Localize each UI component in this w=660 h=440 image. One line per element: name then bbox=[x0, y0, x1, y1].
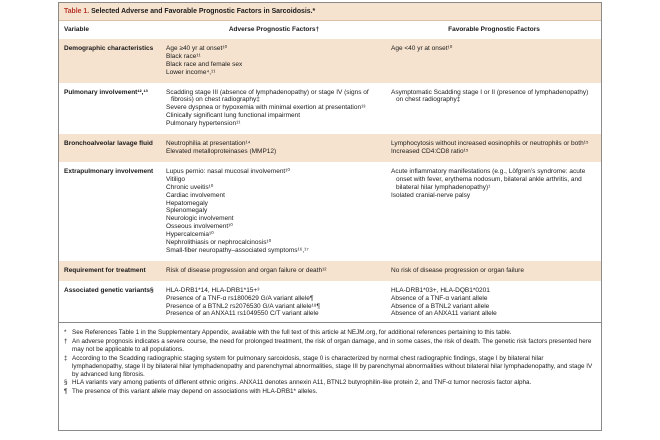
adverse-cell bbox=[161, 83, 386, 135]
adverse-factor: Osseous involvement¹⁰ bbox=[166, 223, 233, 231]
row-label: Bronchoalveolar lavage fluid bbox=[59, 134, 161, 162]
adverse-cell bbox=[161, 162, 386, 261]
prognostic-factors-table bbox=[59, 21, 601, 324]
adverse-factor: Risk of disease progression and organ failure or death¹² bbox=[166, 266, 327, 274]
footnote-symbol: ‡ bbox=[64, 354, 68, 362]
adverse-factor: Black race¹¹ bbox=[166, 52, 201, 60]
adverse-factor: Severe dyspnea or hypoxemia with minimal exertion at presentation¹³ bbox=[166, 104, 366, 112]
adverse-factor: Presence of a TNF-α rs1800629 G/A variant allele¶ bbox=[166, 294, 314, 302]
favorable-factor: Increased CD4:CD8 ratio¹⁵ bbox=[391, 147, 469, 155]
adverse-factor: Neutrophilia at presentation¹⁴ bbox=[166, 140, 251, 148]
adverse-factor: Age ≥40 yr at onset¹⁰ bbox=[166, 44, 228, 52]
footnote bbox=[64, 388, 596, 396]
adverse-factor: Presence of an ANXA11 rs1049550 C/T variant allele bbox=[166, 310, 319, 318]
favorable-factor: No risk of disease progression or organ failure bbox=[391, 266, 524, 274]
table-row bbox=[59, 162, 601, 261]
table-row bbox=[59, 83, 601, 135]
favorable-cell bbox=[386, 134, 601, 162]
header-adverse: Adverse Prognostic Factors† bbox=[228, 26, 320, 33]
row-label: Associated genetic variants§ bbox=[59, 281, 161, 325]
adverse-factor: Hypercalcemia¹⁰ bbox=[166, 231, 214, 239]
adverse-factor: Elevated metalloproteinases (MMP12) bbox=[166, 147, 277, 155]
favorable-factor: Lymphocytosis without increased eosinophils or neutrophils or both¹⁵ bbox=[391, 140, 589, 148]
header-row bbox=[59, 21, 601, 39]
footnote-symbol: § bbox=[64, 379, 68, 387]
footnote-symbol: * bbox=[64, 329, 67, 336]
adverse-factor: Presence of a BTNL2 rs2076530 G/A variant allele¹⁸¶ bbox=[166, 302, 321, 310]
row-label: Demographic characteristics bbox=[59, 39, 161, 83]
adverse-factor: Black race and female sex bbox=[166, 60, 243, 68]
footnote-text: See References Table 1 in the Supplementary Appendix, available with the full text of this article at NEJM.org, for additional references pertaining to this table. bbox=[72, 329, 512, 336]
table-frame bbox=[58, 2, 602, 431]
favorable-cell bbox=[386, 39, 601, 83]
adverse-factor: Pulmonary hypertension¹¹ bbox=[166, 120, 241, 128]
footnote bbox=[64, 355, 596, 379]
footnote bbox=[64, 329, 596, 337]
favorable-factor: Acute inflammatory manifestations (e.g., Löfgren’s syndrome: acute onset with fever, erythema nodosum, bilateral ankle arthritis, and bilateral hilar lymphadenopathy)¹ bbox=[391, 167, 586, 191]
adverse-cell bbox=[161, 281, 386, 325]
adverse-factor: Cardiac involvement bbox=[166, 191, 225, 199]
favorable-cell bbox=[386, 83, 601, 135]
adverse-factor: Scadding stage III (absence of lymphadenopathy) or stage IV (signs of fibrosis) on chest radiography‡ bbox=[166, 88, 369, 104]
adverse-factor: Chronic uveitis¹⁰ bbox=[166, 183, 214, 191]
adverse-factor: Clinically significant lung functional impairment bbox=[166, 112, 301, 120]
favorable-factor: HLA-DRB1*03+, HLA-DQB1*0201 bbox=[391, 286, 490, 294]
row-label: Extrapulmonary involvement bbox=[59, 162, 161, 261]
favorable-factor: Age <40 yr at onset¹⁰ bbox=[391, 44, 453, 52]
table-title bbox=[59, 3, 601, 21]
favorable-cell bbox=[386, 281, 601, 325]
adverse-factor: Neurologic involvement bbox=[166, 215, 234, 223]
table-row bbox=[59, 134, 601, 162]
footnote-text: According to the Scadding radiographic staging system for pulmonary sarcoidosis, stage 0 is characterized by normal chest radiographic findings, stage I by bilateral hilar lymphadenopathy, stage II by bilateral hilar lymphadenopathy and parenchymal abnormalities, stage III by parenchymal abnormalities without bilateral hilar lymphadenopathy, and stage IV by advanced lung fibrosis. bbox=[72, 354, 593, 378]
footnote-symbol: † bbox=[64, 337, 68, 345]
adverse-factor: Vitiligo bbox=[166, 175, 186, 183]
adverse-cell bbox=[161, 261, 386, 281]
footnote bbox=[64, 338, 596, 354]
row-label: Requirement for treatment bbox=[59, 261, 161, 281]
table-row bbox=[59, 39, 601, 83]
adverse-cell bbox=[161, 39, 386, 83]
favorable-cell bbox=[386, 162, 601, 261]
favorable-factor: Absence of an ANXA11 variant allele bbox=[391, 310, 497, 318]
adverse-factor: Splenomegaly bbox=[166, 207, 208, 215]
adverse-factor: Hepatomegaly bbox=[166, 199, 208, 207]
header-favorable: Favorable Prognostic Factors bbox=[448, 26, 540, 33]
footnotes bbox=[59, 322, 601, 397]
favorable-factor: Absence of a BTNL2 variant allele bbox=[391, 302, 490, 310]
favorable-factor: Absence of a TNF-α variant allele bbox=[391, 294, 488, 302]
header-variable: Variable bbox=[64, 26, 89, 33]
adverse-factor: Small-fiber neuropathy–associated symptoms¹⁶,¹⁷ bbox=[166, 246, 309, 254]
table-row bbox=[59, 281, 601, 325]
favorable-factor: Asymptomatic Scadding stage I or II (presence of lymphadenopathy) on chest radiography‡ bbox=[391, 88, 589, 104]
adverse-factor: Lower income⁴,¹¹ bbox=[166, 68, 216, 76]
footnote-text: HLA variants vary among patients of different ethnic origins. ANXA11 denotes annexin A11, BTNL2 butyrophilin-like protein 2, and TNF-α tumor necrosis factor alpha. bbox=[72, 379, 532, 387]
table-title-text: Selected Adverse and Favorable Prognostic Factors in Sarcoidosis.* bbox=[91, 8, 316, 15]
favorable-factor: Isolated cranial-nerve palsy bbox=[391, 191, 471, 199]
table-row bbox=[59, 261, 601, 281]
row-label: Pulmonary involvement¹²,¹³ bbox=[59, 83, 161, 135]
favorable-cell bbox=[386, 261, 601, 281]
footnote-symbol: ¶ bbox=[64, 388, 68, 396]
adverse-factor: Nephrolithiasis or nephrocalcinosis¹⁰ bbox=[166, 239, 272, 247]
table-number: Table 1. bbox=[64, 8, 90, 15]
adverse-cell bbox=[161, 134, 386, 162]
footnote bbox=[64, 379, 596, 387]
footnote-text: The presence of this variant allele may depend on associations with HLA-DRB1* alleles. bbox=[72, 388, 318, 396]
footnote-text: An adverse prognosis indicates a severe course, the need for prolonged treatment, the risk of organ damage, and in some cases, the risk of death. The genetic risk factors presented here may not be applicable to all populations. bbox=[72, 337, 592, 353]
adverse-factor: HLA-DRB1*14, HLA-DRB1*15+³ bbox=[166, 286, 260, 294]
adverse-factor: Lupus pernio: nasal mucosal involvement¹⁰ bbox=[166, 167, 291, 175]
